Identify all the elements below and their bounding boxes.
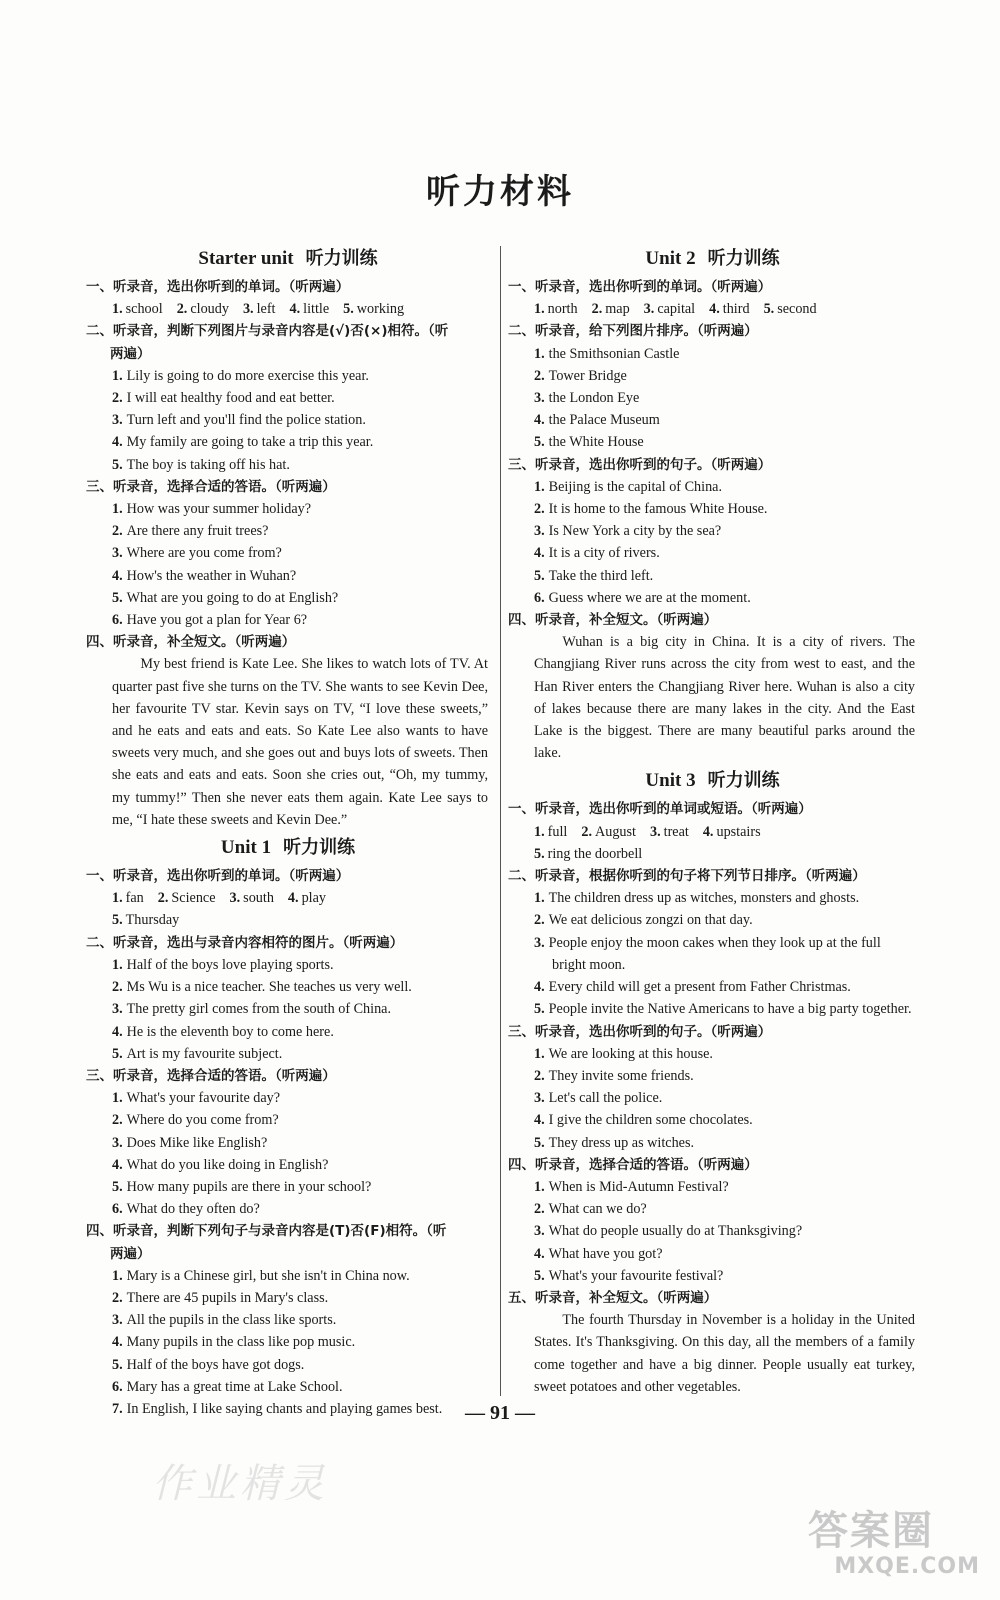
word-option xyxy=(581,824,636,840)
item-text: the White House xyxy=(548,434,644,451)
item-text: My family are going to take a trip this year. xyxy=(126,434,374,451)
column-divider xyxy=(500,246,501,1396)
item-number: 2. xyxy=(112,979,123,996)
item-text: Mary is a Chinese girl, but she isn't in China now. xyxy=(126,1267,410,1284)
logo-top: 答案圈 xyxy=(808,1508,934,1554)
word-list xyxy=(510,298,915,320)
word-text: ring the doorbell xyxy=(547,845,643,862)
unit-title-cn: 听力训练 xyxy=(707,770,780,792)
item-text: Half of the boys love playing sports. xyxy=(126,956,334,973)
word-text: fan xyxy=(125,890,144,907)
word-text: treat xyxy=(663,823,689,840)
item-text: What are you going to do at English? xyxy=(126,589,339,606)
list-item xyxy=(88,1132,488,1154)
item-number: 1. xyxy=(112,956,123,973)
item-text: Is New York a city by the sea? xyxy=(548,523,722,540)
item-text: We are looking at this house. xyxy=(548,1045,713,1062)
item-number: 5. xyxy=(534,567,545,584)
unit-title-en: Starter unit xyxy=(198,248,294,269)
item-number: 4. xyxy=(289,301,301,318)
list-item xyxy=(88,1109,488,1131)
item-continuation: bright moon. xyxy=(552,956,626,973)
word-text: map xyxy=(605,301,630,318)
item-text: It is a city of rivers. xyxy=(548,545,660,562)
item-text: Guess where we are at the moment. xyxy=(548,589,751,606)
unit-title-cn: 听力训练 xyxy=(305,248,378,269)
list-item xyxy=(510,1243,915,1265)
item-text: Does Mike like English? xyxy=(126,1134,268,1151)
item-text: Let's call the police. xyxy=(548,1090,663,1107)
item-number: 1. xyxy=(112,1090,123,1107)
item-text: People enjoy the moon cakes when they look up at the full xyxy=(548,934,881,951)
word-option xyxy=(703,824,761,840)
item-number: 2. xyxy=(581,823,592,840)
item-number: 4. xyxy=(112,434,123,451)
word-option xyxy=(644,301,695,317)
unit2-title xyxy=(510,244,915,274)
list-item xyxy=(510,1065,915,1087)
item-number: 5. xyxy=(534,1134,545,1151)
item-number: 2. xyxy=(112,1289,123,1306)
section-heading: 一、听录音，选出你听到的单词或短语。（听两遍） xyxy=(508,801,812,818)
section-heading: 四、听录音，选择合适的答语。（听两遍） xyxy=(508,1156,758,1173)
passage: My best friend is Kate Lee. She likes to watch lots of TV. At quarter past five she turns on the TV. She wants to see Kevin Dee, her favourite TV star. Kevin says on TV, “I love these sweets,” and he eats and eats and eats. So Kate Lee also wants to have sweets very much, and she goes out and buys lots of sweets. Then she eats and eats and eats. Soon she cries out, “Oh, my tummy, my tummy!” Then she never eats them again. Kate Lee says to me, “I hate these sweets and Kevin Dee.” xyxy=(112,656,488,828)
list-item xyxy=(510,409,915,431)
list-item xyxy=(510,343,915,365)
page-number: — 91 — xyxy=(465,1402,535,1424)
item-text: Have you got a plan for Year 6? xyxy=(126,612,308,629)
left-column xyxy=(88,244,488,1420)
item-number: 1. xyxy=(534,823,545,840)
item-text: How's the weather in Wuhan? xyxy=(126,567,297,584)
word-text: play xyxy=(301,890,326,907)
unit1-title xyxy=(88,833,488,863)
word-list xyxy=(88,909,488,931)
section-heading: 四、听录音，补全短文。（听两遍） xyxy=(86,634,296,651)
item-number: 2. xyxy=(534,1067,545,1084)
passage: Wuhan is a big city in China. It is a city of rivers. The Changjiang River runs across the city from west to east, and the Han River enters the Changjiang River here. Wuhan is also a city of lakes because there are many lakes in the city. And the East Lake is the biggest. There are many beautiful parks around the lake. xyxy=(534,634,915,762)
word-text: little xyxy=(303,301,330,318)
list-item xyxy=(88,1087,488,1109)
passage: The fourth Thursday in November is a holiday in the United States. It's Thanksgiving. On this day, all the members of a family come together and have a big dinner. People usually eat turkey, sweet potatoes and other vegetables. xyxy=(534,1312,915,1395)
word-option xyxy=(290,301,330,317)
list-item xyxy=(88,1154,488,1176)
right-column xyxy=(510,244,915,1398)
item-text: They dress up as witches. xyxy=(548,1134,695,1151)
item-number: 3. xyxy=(112,1134,123,1151)
site-logo xyxy=(808,1508,990,1592)
list-item xyxy=(510,1265,915,1287)
item-list xyxy=(88,365,488,476)
word-option xyxy=(534,824,567,840)
word-text: Science xyxy=(171,890,216,907)
list-item xyxy=(88,498,488,520)
word-option xyxy=(177,301,229,317)
item-number: 3. xyxy=(112,1001,123,1018)
item-number: 3. xyxy=(534,390,545,407)
item-number: 2. xyxy=(534,1201,545,1218)
list-item xyxy=(510,1176,915,1198)
item-text: It is home to the famous White House. xyxy=(548,501,768,518)
section-heading: 二、听录音，判断下列图片与录音内容是(√)否(×)相符。（听 xyxy=(86,323,449,340)
item-number: 5. xyxy=(112,1356,123,1373)
list-item xyxy=(510,365,915,387)
item-number: 6. xyxy=(112,1201,123,1218)
item-text: What do people usually do at Thanksgiving? xyxy=(548,1223,803,1240)
section-heading: 二、听录音，给下列图片排序。（听两遍） xyxy=(508,323,758,340)
item-number: 4. xyxy=(112,1023,123,1040)
list-item xyxy=(88,1354,488,1376)
item-text: Ms Wu is a nice teacher. She teaches us very well. xyxy=(126,979,412,996)
item-text: I will eat healthy food and eat better. xyxy=(126,390,335,407)
word-option xyxy=(112,301,163,317)
word-option xyxy=(764,301,817,317)
word-text: north xyxy=(547,301,578,318)
word-option xyxy=(230,890,274,906)
item-text: I give the children some chocolates. xyxy=(548,1112,753,1129)
list-item xyxy=(88,565,488,587)
list-item xyxy=(88,1265,488,1287)
item-list xyxy=(510,1043,915,1154)
item-text: the London Eye xyxy=(548,390,640,407)
item-number: 6. xyxy=(534,589,545,606)
item-number: 4. xyxy=(534,979,545,996)
list-item xyxy=(88,609,488,631)
list-item xyxy=(510,1220,915,1242)
item-text: the Palace Museum xyxy=(548,412,660,429)
item-number: 4. xyxy=(709,301,720,318)
word-list xyxy=(88,887,488,909)
item-text: Are there any fruit trees? xyxy=(126,523,269,540)
item-number: 1. xyxy=(534,1178,545,1195)
list-item xyxy=(510,498,915,520)
item-number: 5. xyxy=(112,589,123,606)
item-number: 3. xyxy=(534,1223,545,1240)
item-text: How was your summer holiday? xyxy=(126,501,312,518)
item-text: People invite the Native Americans to have a big party together. xyxy=(548,1001,912,1018)
item-text: We eat delicious zongzi on that day. xyxy=(548,912,753,929)
item-text: Beijing is the capital of China. xyxy=(548,478,723,495)
section-heading: 一、听录音，选出你听到的单词。（听两遍） xyxy=(86,868,350,885)
list-item xyxy=(88,1376,488,1398)
list-item xyxy=(88,431,488,453)
item-number: 1. xyxy=(534,301,545,318)
item-number: 4. xyxy=(112,567,123,584)
list-item xyxy=(510,565,915,587)
item-text: What have you got? xyxy=(548,1245,663,1262)
item-number: 1. xyxy=(534,345,545,362)
item-list xyxy=(510,976,915,1020)
word-option xyxy=(592,301,630,317)
list-item xyxy=(88,1287,488,1309)
item-number: 4. xyxy=(534,412,545,429)
item-number: 5. xyxy=(534,434,545,451)
word-option xyxy=(288,890,326,906)
unit3-title xyxy=(510,766,915,796)
word-list xyxy=(510,843,915,865)
item-number: 5. xyxy=(534,845,545,862)
list-item xyxy=(88,998,488,1020)
item-text: the Smithsonian Castle xyxy=(548,345,680,362)
word-option xyxy=(534,846,642,862)
section-heading: 四、听录音，判断下列句子与录音内容是(T)否(F)相符。（听 xyxy=(86,1223,447,1240)
word-text: Thursday xyxy=(125,912,180,929)
section-heading: 三、听录音，选出你听到的句子。（听两遍） xyxy=(508,1023,772,1040)
item-text: How many pupils are there in your school? xyxy=(126,1178,372,1195)
item-number: 1. xyxy=(112,890,123,907)
item-list xyxy=(510,1176,915,1287)
item-text: Half of the boys have got dogs. xyxy=(126,1356,305,1373)
item-number: 3. xyxy=(649,823,661,840)
list-item xyxy=(88,1021,488,1043)
item-number: 1. xyxy=(112,367,123,384)
item-text: Lily is going to do more exercise this year. xyxy=(126,367,369,384)
item-number: 2. xyxy=(112,523,123,540)
item-text: Take the third left. xyxy=(548,567,654,584)
item-text: What's your favourite day? xyxy=(126,1090,281,1107)
item-number: 1. xyxy=(534,890,545,907)
section-heading: 二、听录音，根据你听到的句子将下列节日排序。（听两遍） xyxy=(508,868,866,885)
item-number: 4. xyxy=(112,1156,123,1173)
item-number: 4. xyxy=(534,545,545,562)
word-text: south xyxy=(243,890,274,907)
logo-bottom: MXQE.COM xyxy=(834,1554,980,1579)
word-list xyxy=(88,298,488,320)
watermark: 作业精灵 xyxy=(152,1461,328,1507)
list-item xyxy=(88,1043,488,1065)
item-number: 2. xyxy=(534,501,545,518)
list-item xyxy=(510,542,915,564)
section-heading-cont: 两遍） xyxy=(110,1245,151,1262)
item-text: Turn left and you'll find the police station. xyxy=(126,412,366,429)
item-text: They invite some friends. xyxy=(548,1067,694,1084)
list-item xyxy=(88,954,488,976)
section-heading: 五、听录音，补全短文。（听两遍） xyxy=(508,1289,718,1306)
item-text: Tower Bridge xyxy=(548,367,627,384)
item-text: What's your favourite festival? xyxy=(548,1267,724,1284)
list-item xyxy=(510,476,915,498)
item-list xyxy=(88,1087,488,1220)
item-text: He is the eleventh boy to come here. xyxy=(126,1023,334,1040)
item-number: 5. xyxy=(534,1001,545,1018)
item-text: When is Mid-Autumn Festival? xyxy=(548,1178,729,1195)
item-number: 4. xyxy=(534,1245,545,1262)
list-item xyxy=(88,387,488,409)
item-text: All the pupils in the class like sports. xyxy=(126,1312,337,1329)
section-heading: 三、听录音，选出你听到的句子。（听两遍） xyxy=(508,456,772,473)
item-text: Mary has a great time at Lake School. xyxy=(126,1378,343,1395)
item-text: The children dress up as witches, monsters and ghosts. xyxy=(548,890,860,907)
list-item xyxy=(510,431,915,453)
list-item xyxy=(510,998,915,1020)
section-heading: 三、听录音，选择合适的答语。（听两遍） xyxy=(86,478,336,495)
section-heading: 二、听录音，选出与录音内容相符的图片。（听两遍） xyxy=(86,934,404,951)
item-number: 4. xyxy=(287,890,299,907)
word-option xyxy=(243,301,276,317)
item-number: 1. xyxy=(534,1045,545,1062)
list-item xyxy=(510,587,915,609)
list-item xyxy=(88,587,488,609)
starter-unit-title xyxy=(88,244,488,274)
list-item xyxy=(510,1087,915,1109)
item-number: 5. xyxy=(534,1267,545,1284)
word-text: second xyxy=(777,301,817,318)
item-number: 6. xyxy=(112,612,123,629)
item-number: 2. xyxy=(157,890,169,907)
unit-title-cn: 听力训练 xyxy=(707,248,780,269)
list-item xyxy=(510,1109,915,1131)
item-number: 3. xyxy=(534,1090,545,1107)
item-text: Every child will get a present from Father Christmas. xyxy=(548,979,851,996)
unit-title-cn: 听力训练 xyxy=(283,837,356,859)
section-heading: 四、听录音，补全短文。（听两遍） xyxy=(508,612,718,629)
word-text: school xyxy=(125,301,163,318)
item-number: 5. xyxy=(763,301,775,318)
item-text: In English, I like saying chants and playing games best. xyxy=(126,1400,443,1417)
list-item xyxy=(510,887,915,909)
section-heading-cont: 两遍） xyxy=(110,345,151,362)
item-text: The pretty girl comes from the south of China. xyxy=(126,1001,392,1018)
list-item xyxy=(510,909,915,931)
word-option xyxy=(709,301,749,317)
list-item xyxy=(88,542,488,564)
word-option xyxy=(158,890,216,906)
list-item xyxy=(88,1198,488,1220)
item-number: 7. xyxy=(112,1400,123,1417)
item-number: 1. xyxy=(112,501,123,518)
item-list xyxy=(510,476,915,609)
unit-title-en: Unit 3 xyxy=(645,770,696,792)
list-item xyxy=(88,1331,488,1353)
item-text: What do you like doing in English? xyxy=(126,1156,329,1173)
section-heading: 三、听录音，选择合适的答语。（听两遍） xyxy=(86,1067,336,1084)
item-text: Many pupils in the class like pop music. xyxy=(126,1334,356,1351)
list-item xyxy=(510,387,915,409)
item-text: What do they often do? xyxy=(126,1201,260,1218)
list-item xyxy=(510,976,915,998)
item-number: 6. xyxy=(112,1378,123,1395)
item-number: 2. xyxy=(591,301,603,318)
item-number: 2. xyxy=(176,301,188,318)
list-item xyxy=(88,976,488,998)
word-text: working xyxy=(356,301,405,318)
item-number: 3. xyxy=(534,523,545,540)
list-item xyxy=(510,1132,915,1154)
section-heading: 一、听录音，选出你听到的单词。（听两遍） xyxy=(86,279,350,295)
unit-title-en: Unit 2 xyxy=(645,248,696,269)
word-option xyxy=(112,912,179,928)
word-option xyxy=(112,890,144,906)
list-item xyxy=(88,1309,488,1331)
item-list xyxy=(510,887,915,954)
word-option xyxy=(534,301,578,317)
item-number: 5. xyxy=(112,912,123,929)
word-list xyxy=(510,821,915,843)
item-number: 4. xyxy=(702,823,714,840)
section-heading: 一、听录音，选出你听到的单词。（听两遍） xyxy=(508,279,772,295)
item-number: 2. xyxy=(112,1112,123,1129)
list-item xyxy=(88,1176,488,1198)
list-item xyxy=(88,520,488,542)
item-number: 2. xyxy=(534,367,545,384)
item-list xyxy=(88,1265,488,1420)
item-number: 2. xyxy=(112,390,123,407)
item-number: 5. xyxy=(112,1045,123,1062)
list-item xyxy=(88,409,488,431)
list-item xyxy=(510,520,915,542)
word-text: capital xyxy=(657,301,696,318)
word-text: upstairs xyxy=(716,823,761,840)
item-number: 4. xyxy=(534,1112,545,1129)
item-text: The boy is taking off his hat. xyxy=(126,456,290,473)
list-item xyxy=(510,932,915,954)
item-number: 3. xyxy=(112,412,123,429)
item-number: 3. xyxy=(643,301,655,318)
item-list xyxy=(510,343,915,454)
list-item xyxy=(88,454,488,476)
item-text: Art is my favourite subject. xyxy=(126,1045,283,1062)
item-number: 1. xyxy=(112,301,123,318)
page-title: 听力材料 xyxy=(426,172,574,212)
item-number: 3. xyxy=(242,301,254,318)
item-number: 2. xyxy=(534,912,545,929)
word-text: left xyxy=(256,301,276,318)
item-list xyxy=(88,954,488,1065)
list-item xyxy=(88,365,488,387)
item-number: 3. xyxy=(229,890,241,907)
word-option xyxy=(650,824,689,840)
word-option xyxy=(343,301,404,317)
item-list xyxy=(88,498,488,631)
item-text: What can we do? xyxy=(548,1201,647,1218)
item-number: 1. xyxy=(112,1267,123,1284)
word-text: full xyxy=(547,823,568,840)
word-text: August xyxy=(594,823,636,840)
item-number: 5. xyxy=(343,301,354,318)
item-text: Where do you come from? xyxy=(126,1112,279,1129)
item-number: 4. xyxy=(112,1334,123,1351)
item-number: 5. xyxy=(112,1178,123,1195)
item-number: 1. xyxy=(534,478,545,495)
item-number: 3. xyxy=(112,1312,123,1329)
item-text: There are 45 pupils in Mary's class. xyxy=(126,1289,329,1306)
unit-title-en: Unit 1 xyxy=(220,837,272,859)
word-text: cloudy xyxy=(190,301,229,318)
word-text: third xyxy=(722,301,750,318)
item-number: 3. xyxy=(534,934,545,951)
item-number: 3. xyxy=(112,545,123,562)
list-item xyxy=(510,1198,915,1220)
item-text: Where are you come from? xyxy=(126,545,282,562)
item-number: 5. xyxy=(112,456,123,473)
list-item xyxy=(510,1043,915,1065)
